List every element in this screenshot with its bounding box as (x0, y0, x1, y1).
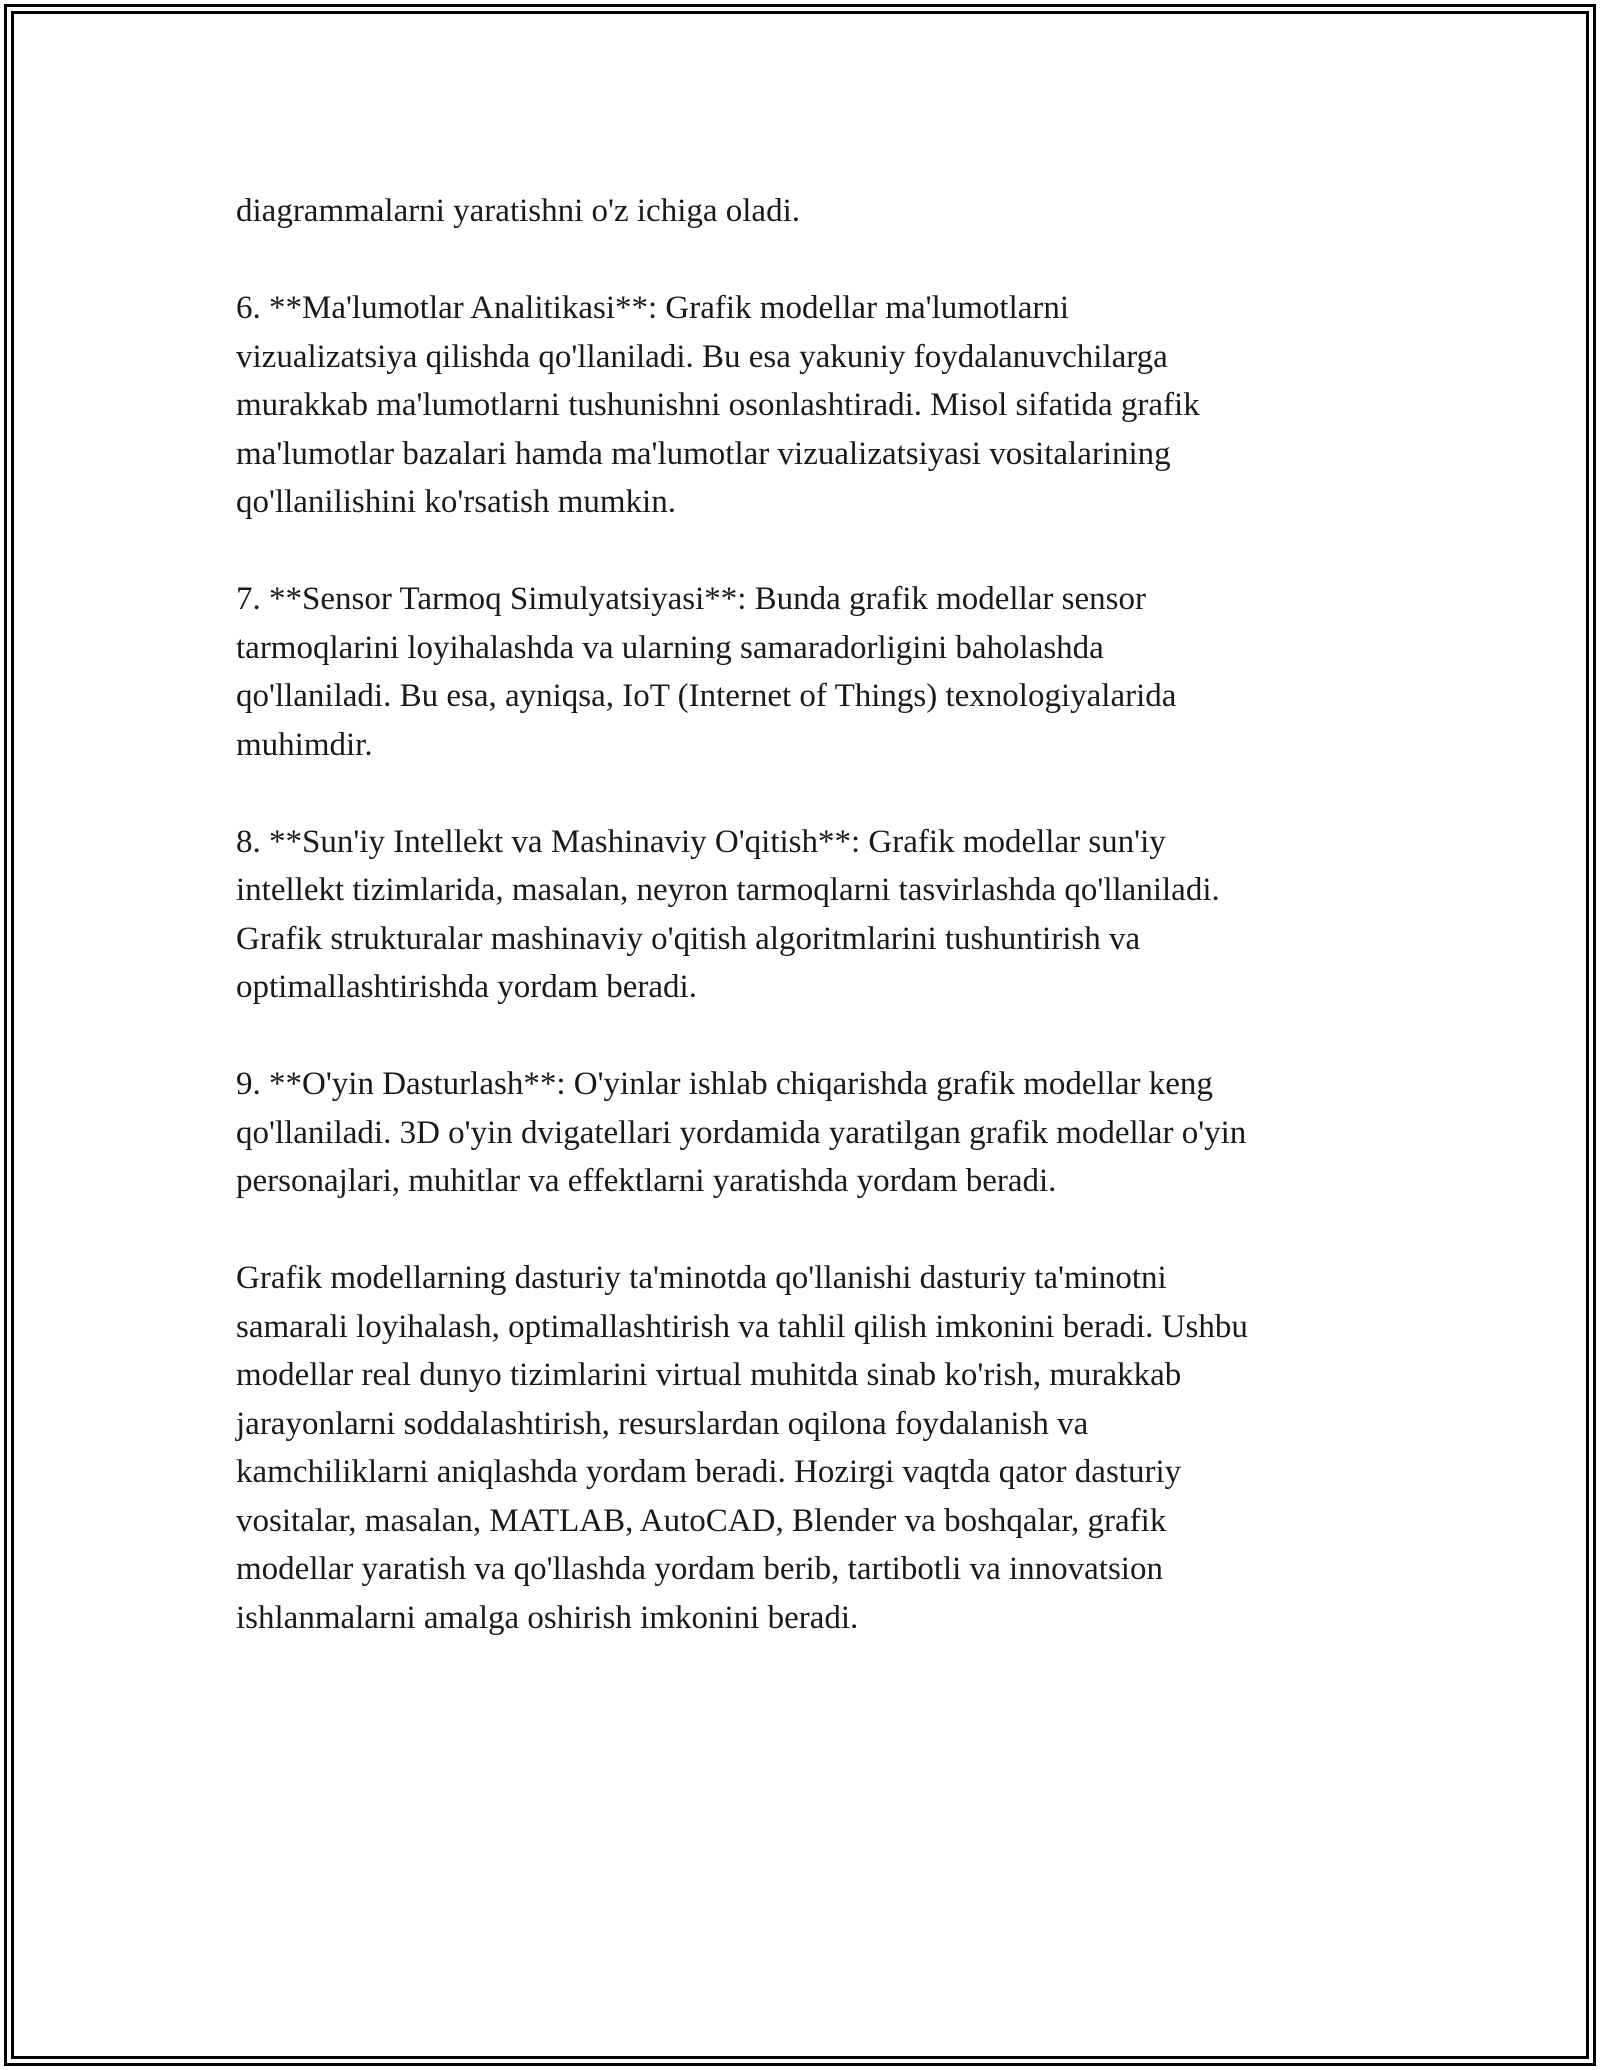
text-line: vositalar, masalan, MATLAB, AutoCAD, Blender va boshqalar, grafik (236, 1502, 1167, 1539)
text-line: 7. **Sensor Tarmoq Simulyatsiyasi**: Bunda grafik modellar sensor (236, 581, 1146, 617)
text-line: kamchiliklarni aniqlashda yordam beradi. Hozirgi vaqtda qator dasturiy (236, 1454, 1182, 1490)
text-line: qo'llaniladi. Bu esa, ayniqsa, IoT (Internet of Things) texnologiyalarida (236, 678, 1177, 714)
text-line: 8. **Sun'iy Intellekt va Mashinaviy O'qitish**: Grafik modellar sun'iy (236, 823, 1166, 860)
text-line: qo'llanilishini ko'rsatish mumkin. (236, 484, 676, 520)
text-line: samarali loyihalash, optimallashtirish va tahlil qilish imkonini beradi. Ushbu (236, 1308, 1248, 1345)
document-body (236, 187, 1416, 1691)
text-line: modellar yaratish va qo'llashda yordam berib, tartibotli va innovatsion (236, 1551, 1163, 1587)
paragraph-item-7 (236, 575, 1416, 769)
text-line: Grafik modellarning dasturiy ta'minotda qo'llanishi dasturiy ta'minotni (236, 1260, 1167, 1296)
text-line: 6. **Ma'lumotlar Analitikasi**: Grafik modellar ma'lumotlarni (236, 290, 1070, 326)
text-line: murakkab ma'lumotlarni tushunishni osonlashtiradi. Misol sifatida grafik (236, 387, 1200, 423)
text-line: ma'lumotlar bazalari hamda ma'lumotlar vizualizatsiyasi vositalarining (236, 435, 1171, 472)
text-line: jarayonlarni soddalashtirish, resurslardan oqilona foydalanish va (236, 1405, 1089, 1442)
text-line: Grafik strukturalar mashinaviy o'qitish algoritmlarini tushuntirish va (236, 920, 1141, 957)
paragraph-item-8 (236, 818, 1416, 1012)
text-line: intellekt tizimlarida, masalan, neyron tarmoqlarni tasvirlashda qo'llaniladi. (236, 872, 1220, 908)
paragraph-item-9 (236, 1060, 1416, 1206)
paragraph-conclusion (236, 1254, 1416, 1642)
text-line: 9. **O'yin Dasturlash**: O'yinlar ishlab chiqarishda grafik modellar keng (236, 1066, 1213, 1102)
text-line: personajlari, muhitlar va effektlarni yaratishda yordam beradi. (236, 1163, 1057, 1199)
text-line: vizualizatsiya qilishda qo'llaniladi. Bu esa yakuniy foydalanuvchilarga (236, 338, 1168, 375)
text-line: qo'llaniladi. 3D o'yin dvigatellari yordamida yaratilgan grafik modellar o'yin (236, 1114, 1247, 1151)
text-line: tarmoqlarini loyihalashda va ularning samaradorligini baholashda (236, 629, 1104, 666)
text-line: modellar real dunyo tizimlarini virtual muhitda sinab ko'rish, murakkab (236, 1357, 1182, 1393)
paragraph-continuation (236, 187, 1416, 236)
text-line: diagrammalarni yaratishni o'z ichiga oladi. (236, 193, 800, 229)
text-line: optimallashtirishda yordam beradi. (236, 969, 697, 1005)
text-line: muhimdir. (236, 726, 373, 763)
paragraph-item-6 (236, 284, 1416, 527)
text-line: ishlanmalarni amalga oshirish imkonini beradi. (236, 1599, 859, 1636)
